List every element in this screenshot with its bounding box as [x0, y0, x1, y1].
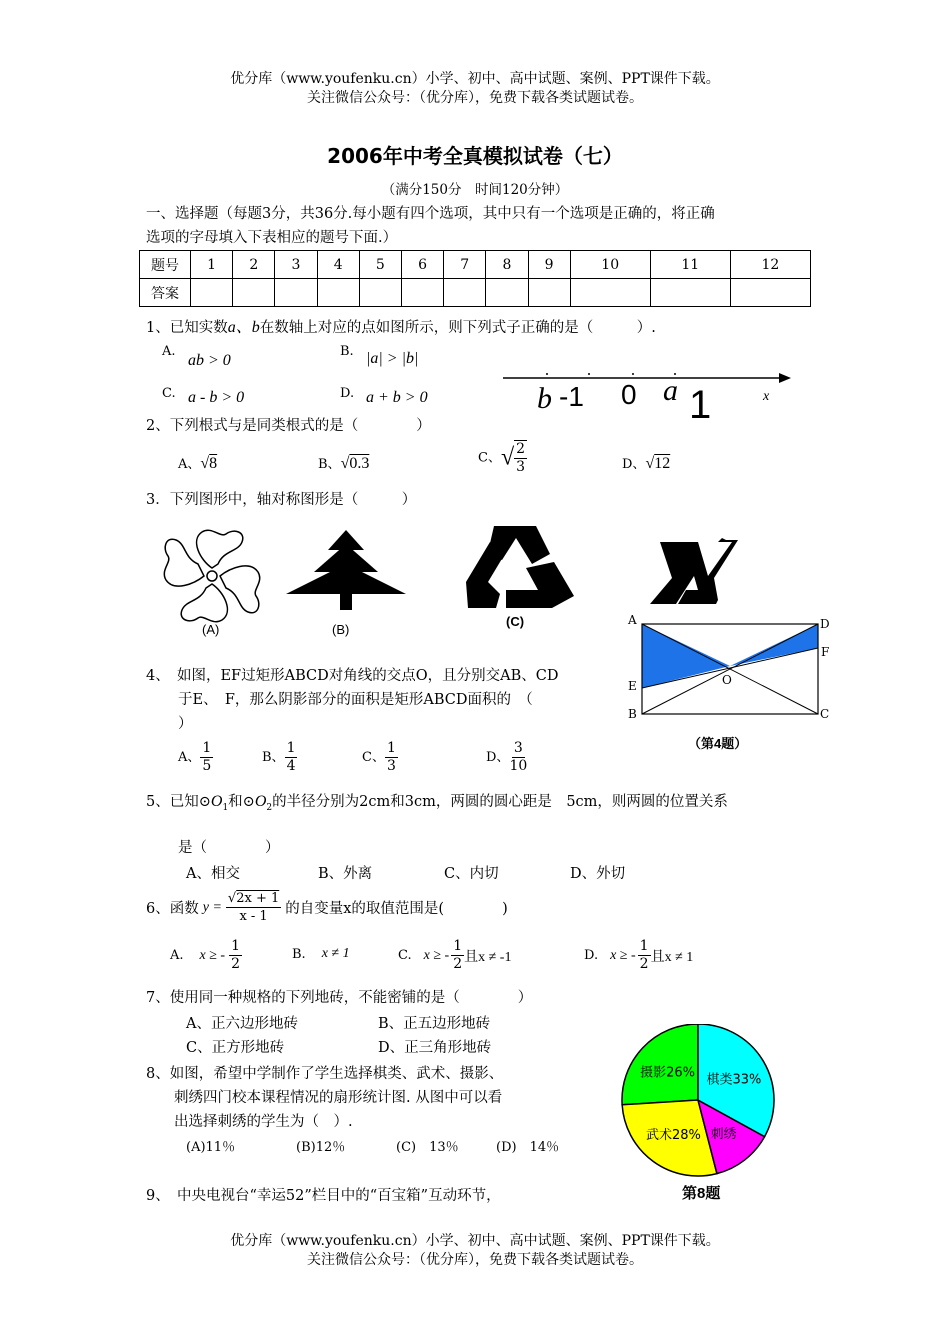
q7-option-d: D、正三角形地砖: [378, 1040, 492, 1056]
vertex-c: C: [820, 707, 830, 721]
q1-option-b: |a| > |b|: [366, 350, 419, 367]
q4-line3: ）: [178, 716, 193, 732]
page-title: 2006年中考全真模拟试卷（七）: [327, 144, 623, 168]
q5-sub2: 2: [266, 802, 273, 813]
q8-line3: 出选择刺绣的学生为（ ）.: [174, 1114, 353, 1130]
pie-label-1: 棋类33%: [706, 1072, 762, 1088]
number-line-figure: [495, 360, 805, 420]
section1-line1: 一、选择题（每题3分，共36分.每小题有四个选项，其中只有一个选项是正确的，将正确: [146, 206, 715, 222]
q4-a-label: A、: [178, 750, 201, 765]
q1-stem-a: 1、已知实数: [146, 320, 228, 336]
figure-d-letter-icon: [650, 538, 738, 604]
answer-table: [139, 250, 811, 307]
q2-d-label: D、: [622, 457, 646, 472]
q6-b-label: B.: [292, 946, 306, 962]
q5-option-a: A、相交: [186, 866, 240, 882]
q2-a-rad: 8: [209, 455, 218, 472]
q2-b-label: B、: [318, 457, 341, 472]
q4-d-label: D、: [486, 750, 510, 765]
q6-c-den: 2: [453, 956, 463, 972]
table-cell: 3: [275, 251, 317, 279]
table-cell: 12: [730, 251, 810, 279]
q3-stem: 3．下列图形中，轴对称图形是（ ）: [146, 492, 417, 508]
q4-caption: （第4题）: [688, 736, 748, 751]
q5-stem-b: 的半径分别为2cm和3cm，两圆的圆心距是 5cm，则两圆的位置关系: [272, 794, 728, 810]
q2-option-b: B、√0.3: [318, 455, 370, 472]
q8-option-a: (A)11％: [186, 1140, 236, 1155]
pie-label-3: 武术28%: [645, 1127, 701, 1143]
q6-d-num: 1: [639, 938, 649, 954]
q4-line2: 于E、 F，那么阴影部分的面积是矩形ABCD面积的 （: [178, 692, 533, 708]
table-cell: 8: [486, 251, 528, 279]
q6-a-den: 2: [231, 956, 241, 972]
point-f: F: [821, 645, 830, 659]
q8-line1: 8、如图，希望中学制作了学生选择棋类、武术、摄影、: [146, 1066, 504, 1082]
q2-option-c: C、√ $\frac{2}{3}$: [478, 441, 526, 475]
q6-stem-b: 的自变量x的取值范围是( ): [285, 901, 508, 917]
q6-c-num: 1: [453, 938, 463, 954]
q6-option-d: [584, 938, 693, 973]
q2-b-rad: 0.3: [349, 455, 370, 472]
q1-option-c: a - b > 0: [188, 389, 245, 406]
q2-c-num: 2: [516, 441, 526, 457]
answer-cell[interactable]: [233, 279, 275, 307]
answer-cell[interactable]: [317, 279, 359, 307]
q2-c-den: 3: [516, 459, 526, 475]
table-cell: 2: [233, 251, 275, 279]
q4-b-den: 4: [286, 758, 296, 774]
q4-rectangle-figure: [624, 610, 834, 760]
q6-c-expr: x ≥ -: [423, 947, 450, 963]
answer-cell[interactable]: [444, 279, 486, 307]
answer-cell[interactable]: [359, 279, 401, 307]
pie-label-4: 摄影26%: [640, 1065, 695, 1081]
label-b: b: [537, 382, 552, 415]
q8-option-d: (D) 14％: [496, 1140, 560, 1155]
table-cell: 4: [317, 251, 359, 279]
q4-option-d: [486, 740, 527, 775]
header-line-2: 关注微信公众号：（优分库），免费下载各类试题试卷。: [307, 90, 643, 106]
vertex-a: A: [628, 613, 637, 627]
footer-line-2: 关注微信公众号：（优分库），免费下载各类试题试卷。: [307, 1252, 643, 1268]
q5-option-c: C、内切: [444, 866, 499, 882]
pie-label-2: 刺绣: [710, 1127, 737, 1143]
q6-b-expr: x ≠ 1: [321, 946, 350, 961]
q1-stem-b: 在数轴上对应的点如图所示，则下列式子正确的是（ ）.: [259, 320, 656, 336]
q6-a-num: 1: [231, 938, 241, 954]
q8-option-b: (B)12％: [296, 1140, 346, 1155]
q6-y: y =: [202, 899, 222, 915]
label-minus-1: -1: [559, 381, 584, 412]
q7-option-b: B、正五边形地砖: [378, 1016, 491, 1032]
q1-option-a: ab > 0: [188, 352, 231, 369]
q5-o1: O: [210, 793, 223, 810]
q4-a-den: 5: [202, 758, 212, 774]
q6-a-expr: x ≥ -: [199, 947, 226, 963]
table-row: [140, 279, 811, 307]
q2-option-a: A、√8: [178, 455, 218, 472]
answer-cell[interactable]: [401, 279, 443, 307]
q2-option-d: D、√12: [622, 455, 671, 472]
q1-option-c-label: C.: [162, 386, 176, 401]
q5-option-b: B、外离: [318, 866, 373, 882]
q6-d-expr: x ≥ -: [610, 947, 636, 963]
axis-arrow-icon: [779, 373, 791, 383]
q8-pie-chart: [612, 1024, 792, 1204]
section1-line2: 选项的字母填入下表相应的题号下面.）: [146, 230, 398, 246]
q4-b-num: 1: [286, 740, 296, 756]
q5-stem: [146, 790, 728, 813]
q6-stem: 6、函数 y = $\frac{√2x + 1}{x - 1}$ 的自变量x的取值范围是( ): [146, 891, 508, 924]
table-header-cell: 答案: [140, 279, 191, 307]
q6-c-label: C.: [398, 948, 412, 963]
q6-d-tail: 且x ≠ 1: [650, 949, 694, 965]
table-cell: 7: [444, 251, 486, 279]
table-cell: 9: [528, 251, 570, 279]
figure-b-label: (B): [332, 622, 350, 637]
q7-option-a: A、正六边形地砖: [186, 1016, 298, 1032]
pie-slice-4: [622, 1024, 698, 1105]
q4-c-label: C、: [362, 750, 385, 765]
q6-den: x - 1: [239, 909, 268, 924]
q6-option-a: [170, 938, 242, 973]
label-a: a: [663, 374, 678, 407]
q4-line1: 4、 如图，EF过矩形ABCD对角线的交点O，且分别交AB、CD: [146, 668, 559, 684]
answer-cell[interactable]: [191, 279, 233, 307]
q1-option-d: a + b > 0: [366, 389, 428, 406]
q4-d-den: 10: [509, 758, 528, 774]
answer-cell[interactable]: [486, 279, 528, 307]
table-cell: 6: [401, 251, 443, 279]
footer-line-1: 优分库（www.youfenku.cn）小学、初中、高中试题、案例、PPT课件下载。: [230, 1233, 720, 1249]
q5-and: 和⊙: [228, 794, 255, 810]
figure-a-label: (A): [202, 622, 220, 637]
q7-stem: 7、使用同一种规格的下列地砖，不能密铺的是（ ）: [146, 990, 533, 1006]
q5-sub1: 1: [222, 802, 229, 813]
q6-d-label: D.: [584, 948, 599, 963]
q5-o2: O: [254, 793, 267, 810]
q6-num: 2x + 1: [236, 891, 280, 906]
q4-option-a: [178, 740, 213, 775]
q8-caption: 第8题: [682, 1185, 721, 1202]
answer-cell[interactable]: [275, 279, 317, 307]
q2-c-label: C、: [478, 450, 501, 466]
q5-line2: 是（ ）: [178, 840, 280, 856]
q6-d-den: 2: [639, 956, 649, 972]
subtitle: （满分150分 时间120分钟）: [381, 182, 569, 198]
q4-c-den: 3: [386, 758, 396, 774]
answer-cell[interactable]: [528, 279, 570, 307]
q4-option-b: [262, 740, 297, 775]
label-one: 1: [689, 383, 712, 420]
q8-line2: 刺绣四门校本课程情况的扇形统计图. 从图中可以看: [174, 1090, 503, 1106]
q9-stem: 9、 中央电视台“幸运52”栏目中的“百宝箱”互动环节，: [146, 1188, 501, 1204]
q5-option-d: D、外切: [570, 866, 626, 882]
q6-option-c: [398, 938, 511, 973]
table-header-cell: 题号: [140, 251, 191, 279]
table-row: [140, 251, 811, 279]
figure-c-recycle-icon: [466, 526, 574, 608]
q4-b-label: B、: [262, 750, 285, 765]
label-zero: 0: [621, 379, 637, 410]
q6-option-b: [292, 946, 350, 962]
vertex-b: B: [628, 707, 637, 721]
figure-a-pinwheel-icon: [164, 530, 259, 621]
vertex-d: D: [820, 617, 830, 631]
q4-option-c: [362, 740, 398, 775]
answer-cell[interactable]: [570, 279, 650, 307]
table-cell: 1: [191, 251, 233, 279]
table-cell: 10: [570, 251, 650, 279]
figure-b-tree-icon: [286, 530, 406, 610]
q4-c-num: 1: [386, 740, 396, 756]
q1-vars: a、b: [227, 319, 260, 336]
q7-option-c: C、正方形地砖: [186, 1040, 285, 1056]
table-cell: 11: [650, 251, 730, 279]
q2-d-rad: 12: [654, 455, 671, 472]
q5-stem-a: 5、已知⊙: [146, 794, 211, 810]
q6-a-label: A.: [170, 948, 184, 963]
q4-d-num: 3: [513, 740, 523, 756]
q2-a-label: A、: [178, 457, 201, 472]
q8-option-c: (C) 13％: [396, 1140, 459, 1155]
q2-stem: 2、下列根式与是同类根式的是（ ）: [146, 418, 431, 434]
label-x: x: [763, 389, 770, 404]
header-line-1: 优分库（www.youfenku.cn）小学、初中、高中试题、案例、PPT课件下载。: [230, 71, 720, 87]
answer-cell[interactable]: [650, 279, 730, 307]
q6-stem-a: 6、函数: [146, 901, 199, 917]
table-cell: 5: [359, 251, 401, 279]
q4-a-num: 1: [202, 740, 212, 756]
figure-c-label: (C): [506, 614, 525, 629]
answer-cell[interactable]: [730, 279, 810, 307]
q6-c-tail: 且x ≠ -1: [464, 949, 512, 965]
q1-option-b-label: B.: [340, 344, 354, 359]
q1-stem: [146, 314, 656, 337]
center-o: O: [722, 673, 732, 687]
point-e: E: [628, 679, 637, 693]
q1-option-d-label: D.: [340, 386, 355, 401]
q1-option-a-label: A.: [162, 344, 176, 359]
